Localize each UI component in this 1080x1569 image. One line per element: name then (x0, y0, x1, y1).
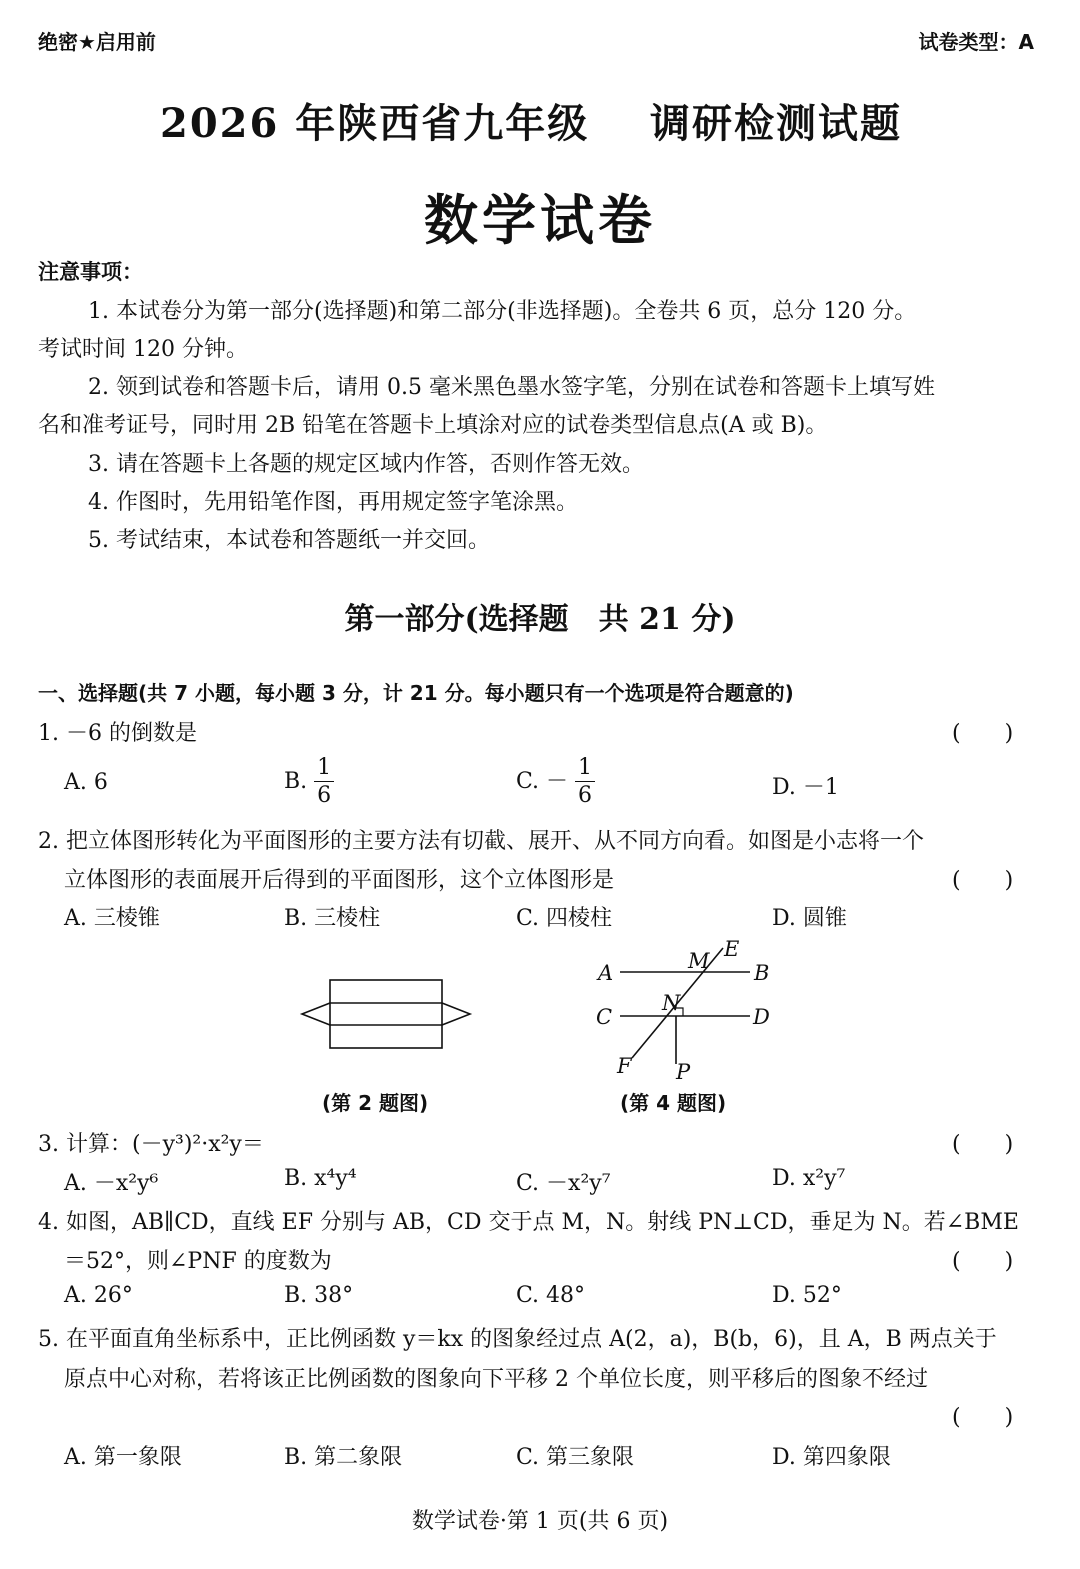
label-f: F (617, 1054, 632, 1078)
q3-option-a: A. －x²y⁶ (64, 1171, 159, 1196)
fraction-numerator: 1 (314, 757, 334, 782)
q1-option-c (516, 757, 595, 807)
net-left-triangle (302, 1003, 330, 1025)
q1-option-b-prefix: B. (284, 769, 308, 794)
notice-item: 1. 本试卷分为第一部分(选择题)和第二部分(非选择题)。全卷共 6 页，总分 120 分。 (88, 299, 917, 324)
q4-parallel-lines-figure (590, 936, 790, 1086)
q2-option-b: B. 三棱柱 (284, 906, 381, 931)
page-footer: 数学试卷·第 1 页(共 6 页) (411, 1509, 669, 1534)
q5-stem-line1: 5. 在平面直角坐标系中，正比例函数 y＝kx 的图象经过点 A(2，a)，B(b，6)，且 A，B 两点关于 (38, 1327, 997, 1352)
q1-option-c-fraction (575, 757, 595, 807)
q4-option-a: A. 26° (64, 1283, 133, 1308)
notice-item: 名和准考证号，同时用 2B 铅笔在答题卡上填涂对应的试卷类型信息点(A 或 B)。 (38, 413, 828, 438)
fraction-denominator: 6 (317, 783, 332, 808)
q1-option-a: A. 6 (64, 770, 108, 795)
q4-option-d: D. 52° (772, 1283, 842, 1308)
q2-prism-net-figure (298, 978, 474, 1052)
q3-option-b: B. x⁴y⁴ (284, 1166, 357, 1191)
q1-option-d: D. －1 (772, 775, 839, 800)
q1-option-b-fraction (314, 757, 334, 807)
q4-option-c: C. 48° (516, 1283, 586, 1308)
q1-option-b (284, 757, 334, 807)
label-a: A (598, 961, 614, 985)
q2-answer-blank: ( ) (952, 868, 1014, 893)
label-d: D (753, 1005, 770, 1029)
q2-figure-caption: (第 2 题图) (322, 1091, 429, 1115)
fraction-denominator: 6 (578, 783, 593, 808)
section-heading: 一、选择题(共 7 小题，每小题 3 分，计 21 分。每小题只有一个选项是符合题意的) (38, 681, 794, 705)
notice-item: 2. 领到试卷和答题卡后，请用 0.5 毫米黑色墨水签字笔，分别在试卷和答题卡上填写姓 (88, 375, 935, 400)
q3-option-d: D. x²y⁷ (772, 1166, 846, 1191)
part-one-heading: 第一部分(选择题 共 21 分) (344, 602, 736, 637)
notice-item: 5. 考试结束，本试卷和答题纸一并交回。 (88, 528, 490, 553)
q2-stem-line1: 2. 把立体图形转化为平面图形的主要方法有切截、展开、从不同方向看。如图是小志将一个 (38, 829, 924, 854)
q2-option-d: D. 圆锥 (772, 906, 847, 931)
paper-type-label: 试卷类型：A (918, 30, 1034, 54)
notice-item: 3. 请在答题卡上各题的规定区域内作答，否则作答无效。 (88, 452, 644, 477)
q3-answer-blank: ( ) (952, 1132, 1014, 1157)
q1-option-c-prefix: C. － (516, 769, 569, 794)
label-n: N (662, 991, 681, 1015)
q5-option-b: B. 第二象限 (284, 1445, 403, 1470)
label-e: E (724, 937, 740, 961)
subject-title: 数学试卷 (424, 189, 656, 252)
notice-item: 4. 作图时，先用铅笔作图，再用规定签字笔涂黑。 (88, 490, 578, 515)
q2-stem-line2: 立体图形的表面展开后得到的平面图形，这个立体图形是 (64, 868, 615, 893)
q5-option-a: A. 第一象限 (64, 1445, 182, 1470)
notice-item: 考试时间 120 分钟。 (38, 337, 248, 362)
notice-heading: 注意事项： (38, 260, 143, 284)
exam-title-part2: 调研检测试题 (650, 100, 902, 147)
q4-stem-line1: 4. 如图，AB∥CD，直线 EF 分别与 AB，CD 交于点 M，N。射线 PN⊥CD，垂足为 N。若∠BME (38, 1210, 1019, 1235)
q5-option-d: D. 第四象限 (772, 1445, 891, 1470)
q5-answer-blank: ( ) (952, 1405, 1014, 1430)
label-m: M (688, 949, 710, 973)
q4-figure-caption: (第 4 题图) (620, 1091, 727, 1115)
q2-option-a: A. 三棱锥 (64, 906, 160, 931)
confidential-label: 绝密★启用前 (38, 30, 156, 54)
label-p: P (676, 1060, 691, 1084)
label-c: C (596, 1005, 613, 1029)
q4-answer-blank: ( ) (952, 1249, 1014, 1274)
exam-title-part1: 2026 年陕西省九年级 (160, 100, 590, 147)
q5-option-c: C. 第三象限 (516, 1445, 635, 1470)
q1-answer-blank: ( ) (952, 721, 1014, 746)
net-rectangle (330, 980, 442, 1048)
label-b: B (754, 961, 770, 985)
fraction-numerator: 1 (575, 757, 595, 782)
q4-stem-line2: ＝52°，则∠PNF 的度数为 (64, 1249, 332, 1274)
q3-stem: 3. 计算：(－y³)²·x²y＝ (38, 1132, 264, 1157)
q5-stem-line2: 原点中心对称，若将该正比例函数的图象向下平移 2 个单位长度，则平移后的图象不经过 (64, 1367, 928, 1392)
q3-option-c: C. －x²y⁷ (516, 1171, 611, 1196)
q2-option-c: C. 四棱柱 (516, 906, 613, 931)
q4-option-b: B. 38° (284, 1283, 354, 1308)
net-right-triangle (442, 1003, 470, 1025)
q1-stem: 1. －6 的倒数是 (38, 721, 197, 746)
